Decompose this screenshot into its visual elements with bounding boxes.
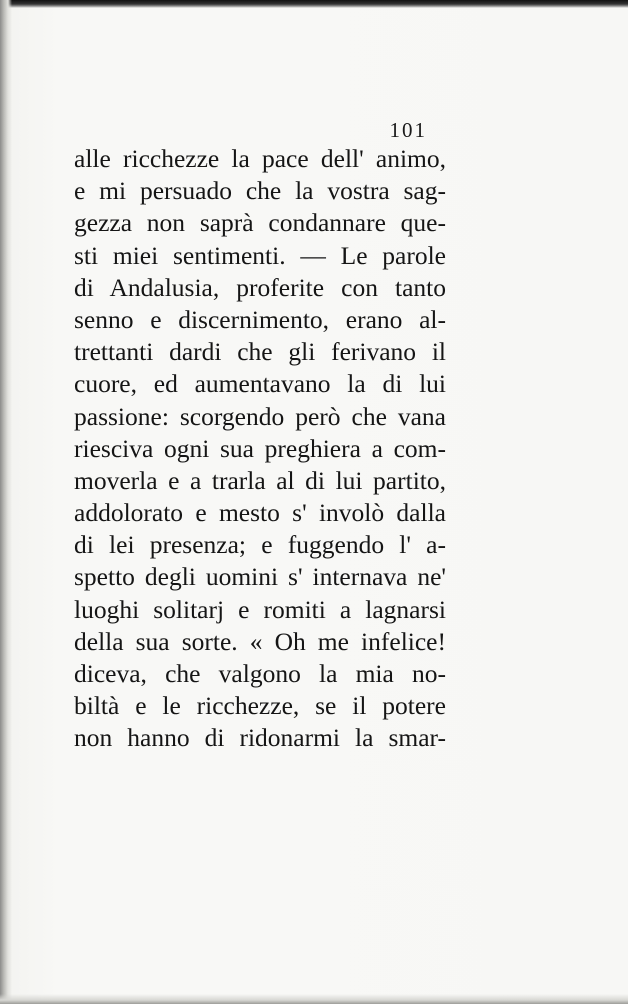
text-line: non hanno di ridonarmi la smar- <box>74 723 446 753</box>
text-line: gezza non saprà condannare que- <box>74 208 446 238</box>
page-bottom-edge <box>0 994 628 1004</box>
page-binding-edge <box>0 0 12 1004</box>
body-text <box>74 143 446 755</box>
text-line: di Andalusia, proferite con tanto <box>74 272 446 302</box>
text-line: spetto degli uomini s' internava ne' <box>74 562 446 592</box>
text-line: sti miei sentimenti. — Le parole <box>74 240 446 270</box>
text-line: diceva, che valgono la mia no- <box>74 659 446 688</box>
text-line: di lei presenza; e fuggendo l' a- <box>74 530 446 560</box>
page-number: 101 <box>389 118 427 142</box>
text-line: e mi persuado che la vostra sag- <box>74 176 446 206</box>
text-line: trettanti dardi che gli ferivano il <box>74 337 446 367</box>
text-line: alle ricchezze la pace dell' animo, <box>74 144 446 173</box>
text-line: riesciva ogni sua preghiera a com- <box>74 433 446 463</box>
text-line: passione: scorgendo però che vana <box>74 401 446 431</box>
text-line: senno e discernimento, erano al- <box>74 304 446 334</box>
text-line: biltà e le ricchezze, se il potere <box>74 691 446 721</box>
text-line: della sua sorte. « Oh me infelice! <box>74 626 446 656</box>
text-line: cuore, ed aumentavano la di lui <box>74 369 446 399</box>
text-line: moverla e a trarla al di lui partito, <box>74 465 446 495</box>
text-line: addolorato e mesto s' involò dalla <box>74 498 446 528</box>
page-top-edge <box>0 0 628 8</box>
text-line: luoghi solitarj e romiti a lagnarsi <box>74 594 446 624</box>
